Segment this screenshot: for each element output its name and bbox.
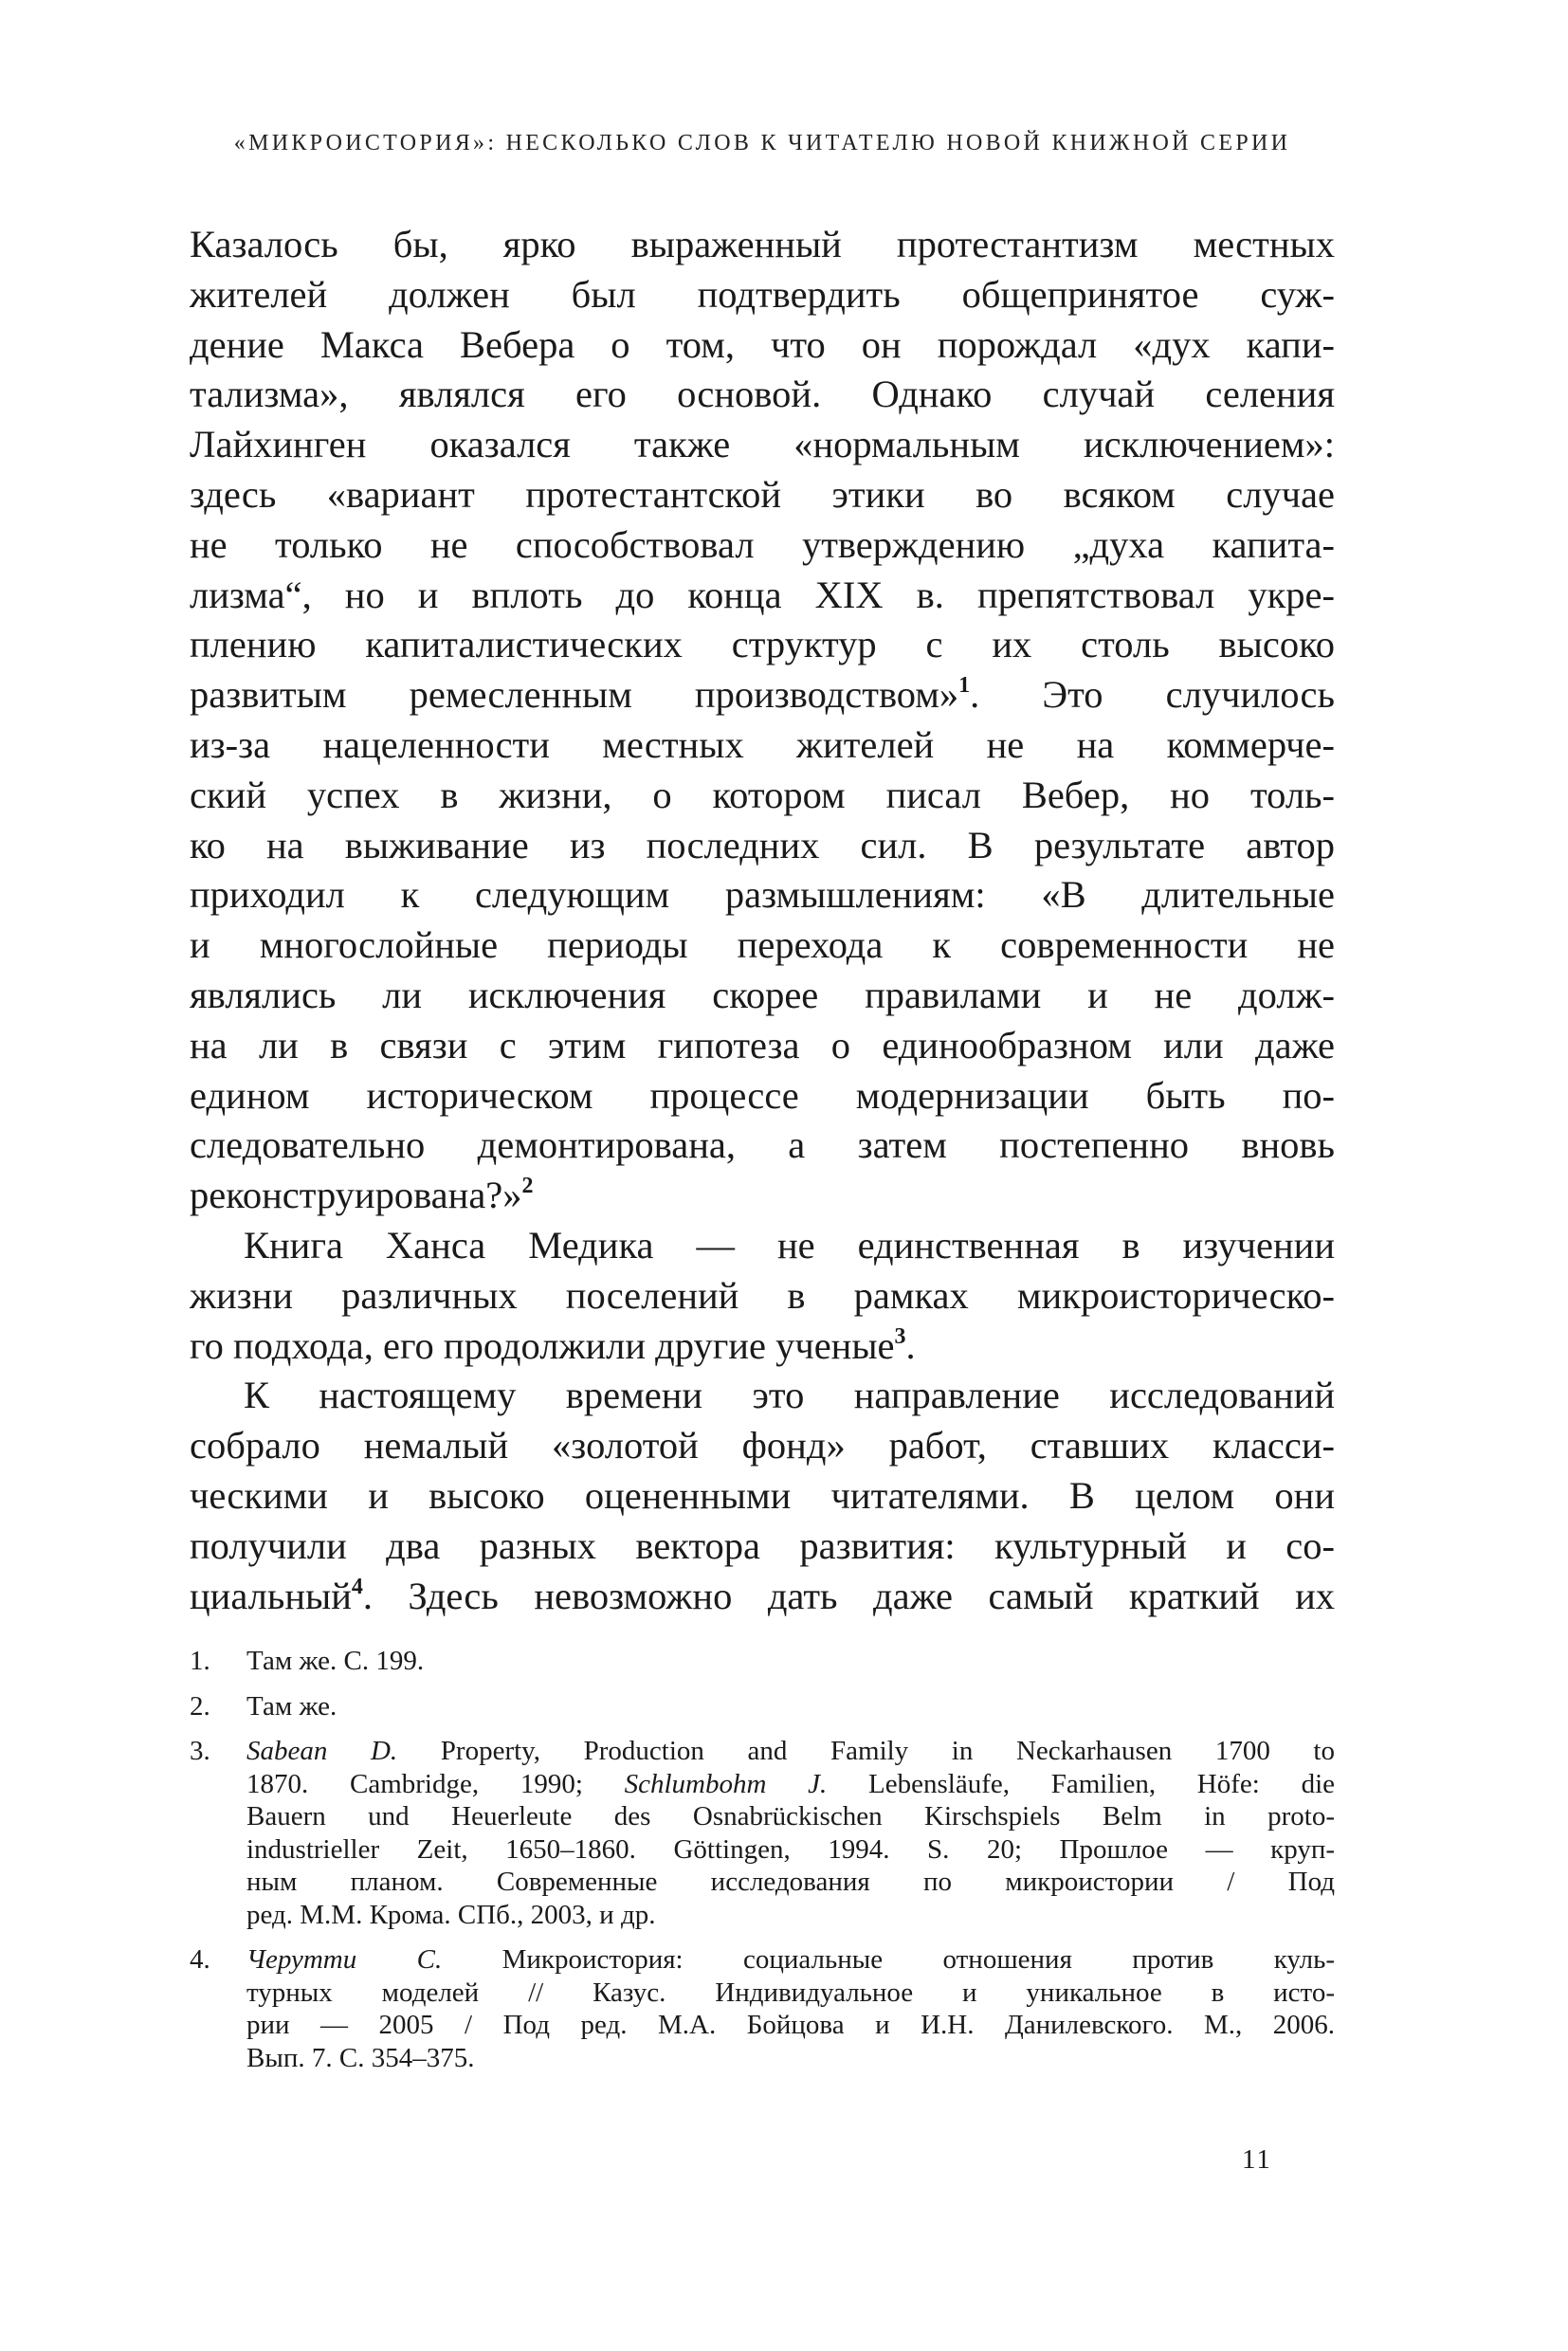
footnote-line: Там же. С. 199. xyxy=(246,1646,425,1676)
text-segment: Lebensläufe, Familien, Höfe: die xyxy=(827,1768,1335,1799)
text-segment: . Это случилось xyxy=(970,673,1335,717)
text-line: дение Макса Вебера о том, что он порождал «дух капи- xyxy=(190,322,1335,366)
footnote-ref-4[interactable]: 4 xyxy=(351,1574,363,1599)
footnote-4 xyxy=(190,1943,1335,2074)
text-line xyxy=(190,670,1335,720)
text-segment: го подхода, его продолжили другие ученые xyxy=(190,1323,895,1367)
text-line: приходил к следующим размышлениям: «В длительные xyxy=(190,873,1335,917)
footnote-line xyxy=(246,1735,1335,1768)
text-segment: . xyxy=(905,1323,916,1367)
text-segment: Property, Production and Family in Neckarhausen 1700 to xyxy=(397,1736,1335,1766)
footnote-line: турных моделей // Казус. Индивидуальное и уникальное в исто- xyxy=(246,1977,1335,2008)
text-segment: . Здесь невозможно дать даже самый краткий их xyxy=(362,1574,1335,1617)
page-number: 11 xyxy=(1242,2144,1272,2175)
author-name: Sabean D. xyxy=(246,1736,398,1766)
footnote-line: industrieller Zeit, 1650–1860. Göttingen, 1994. S. 20; Прошлое — круп- xyxy=(246,1833,1335,1865)
footnote-ref-3[interactable]: 3 xyxy=(894,1323,906,1349)
footnote-line: рии — 2005 / Под ред. М.А. Бойцова и И.Н. Данилевского. М., 2006. xyxy=(246,2010,1335,2040)
text-segment: реконструирована?» xyxy=(190,1174,522,1217)
text-segment: 1870. Cambridge, 1990; xyxy=(246,1768,625,1799)
footnote-line: Bauern und Heuerleute des Osnabrückischen Kirschspiels Belm in proto- xyxy=(246,1801,1335,1832)
text-line: получили два разных вектора развития: культурный и со- xyxy=(190,1523,1335,1567)
text-segment: циальный xyxy=(190,1574,352,1617)
text-line: Лайхинген оказался также «нормальным исключением»: xyxy=(190,423,1335,466)
text-line: тализма», являлся его основой. Однако случай селения xyxy=(190,373,1335,416)
text-line: жизни различных поселений в рамках микроисторическо- xyxy=(190,1273,1335,1317)
text-line: следовательно демонтирована, а затем постепенно вновь xyxy=(190,1123,1335,1167)
footnote-line: ным планом. Современные исследования по микроистории / Под xyxy=(246,1867,1335,1897)
text-line: здесь «вариант протестантской этики во всяком случае xyxy=(190,472,1335,516)
footnote-ref-2[interactable]: 2 xyxy=(521,1174,534,1199)
paragraph xyxy=(190,1221,1335,1371)
text-line: из-за нацеленности местных жителей не на коммерче- xyxy=(190,722,1335,766)
footnote-number: 4. xyxy=(190,1944,210,1975)
footnote-line xyxy=(246,1768,1335,1801)
text-line: лизма“, но и вплоть до конца XIX в. препятствовал укре- xyxy=(190,573,1335,616)
text-line: жителей должен был подтвердить общепринятое суж- xyxy=(190,272,1335,316)
footnote-number: 1. xyxy=(190,1646,210,1676)
text-line xyxy=(190,1321,1335,1372)
text-segment: Микроистория: социальные отношения против куль- xyxy=(442,1944,1335,1975)
text-line: на ли в связи с этим гипотеза о единообразном или даже xyxy=(190,1023,1335,1066)
text-line: Книга Ханса Медика — не единственная в изучении xyxy=(244,1223,1335,1267)
footnotes xyxy=(190,1645,1335,2087)
text-line: ский успех в жизни, о котором писал Вебер, но толь- xyxy=(190,773,1335,816)
footnote-2 xyxy=(190,1690,1335,1723)
author-name: Черутти С. xyxy=(246,1944,443,1975)
author-name: Schlumbohm J. xyxy=(624,1768,828,1799)
footnote-number: 2. xyxy=(190,1690,210,1722)
text-line: и многослойные периоды перехода к современности не xyxy=(190,923,1335,967)
text-line: едином историческом процессе модернизации быть по- xyxy=(190,1073,1335,1117)
text-line: ческими и высоко оцененными читателями. В целом они xyxy=(190,1473,1335,1517)
footnote-number: 3. xyxy=(190,1736,210,1766)
text-line: ко на выживание из последних сил. В результате автор xyxy=(190,823,1335,866)
text-line: Казалось бы, ярко выраженный протестантизм местных xyxy=(190,223,1335,265)
footnote-3 xyxy=(190,1735,1335,1931)
footnote-line: ред. М.М. Крома. СПб., 2003, и др. xyxy=(246,1899,656,1930)
footnote-line: Там же. xyxy=(246,1690,337,1722)
main-text xyxy=(190,220,1335,1621)
footnote-line: Вып. 7. С. 354–375. xyxy=(246,2042,475,2073)
text-line: являлись ли исключения скорее правилами и не долж- xyxy=(190,973,1335,1016)
text-line: собрало немалый «золотой фонд» работ, ставших класси- xyxy=(190,1424,1335,1467)
paragraph xyxy=(190,220,1335,1221)
text-line: не только не способствовал утверждению „духа капита- xyxy=(190,522,1335,566)
text-line: К настоящему времени это направление исследований xyxy=(244,1374,1335,1417)
footnote-1 xyxy=(190,1645,1335,1678)
running-head: «МИКРОИСТОРИЯ»: НЕСКОЛЬКО СЛОВ К ЧИТАТЕЛЮ НОВОЙ КНИЖНОЙ СЕРИИ xyxy=(233,131,1291,155)
text-line xyxy=(190,1572,1335,1622)
footnote-ref-1[interactable]: 1 xyxy=(958,673,971,699)
footnote-line xyxy=(246,1943,1335,1977)
text-segment: развитым ремесленным производством» xyxy=(190,673,959,717)
text-line xyxy=(190,1171,1335,1221)
paragraph xyxy=(190,1371,1335,1621)
text-line: плению капиталистических структур с их столь высоко xyxy=(190,623,1335,666)
